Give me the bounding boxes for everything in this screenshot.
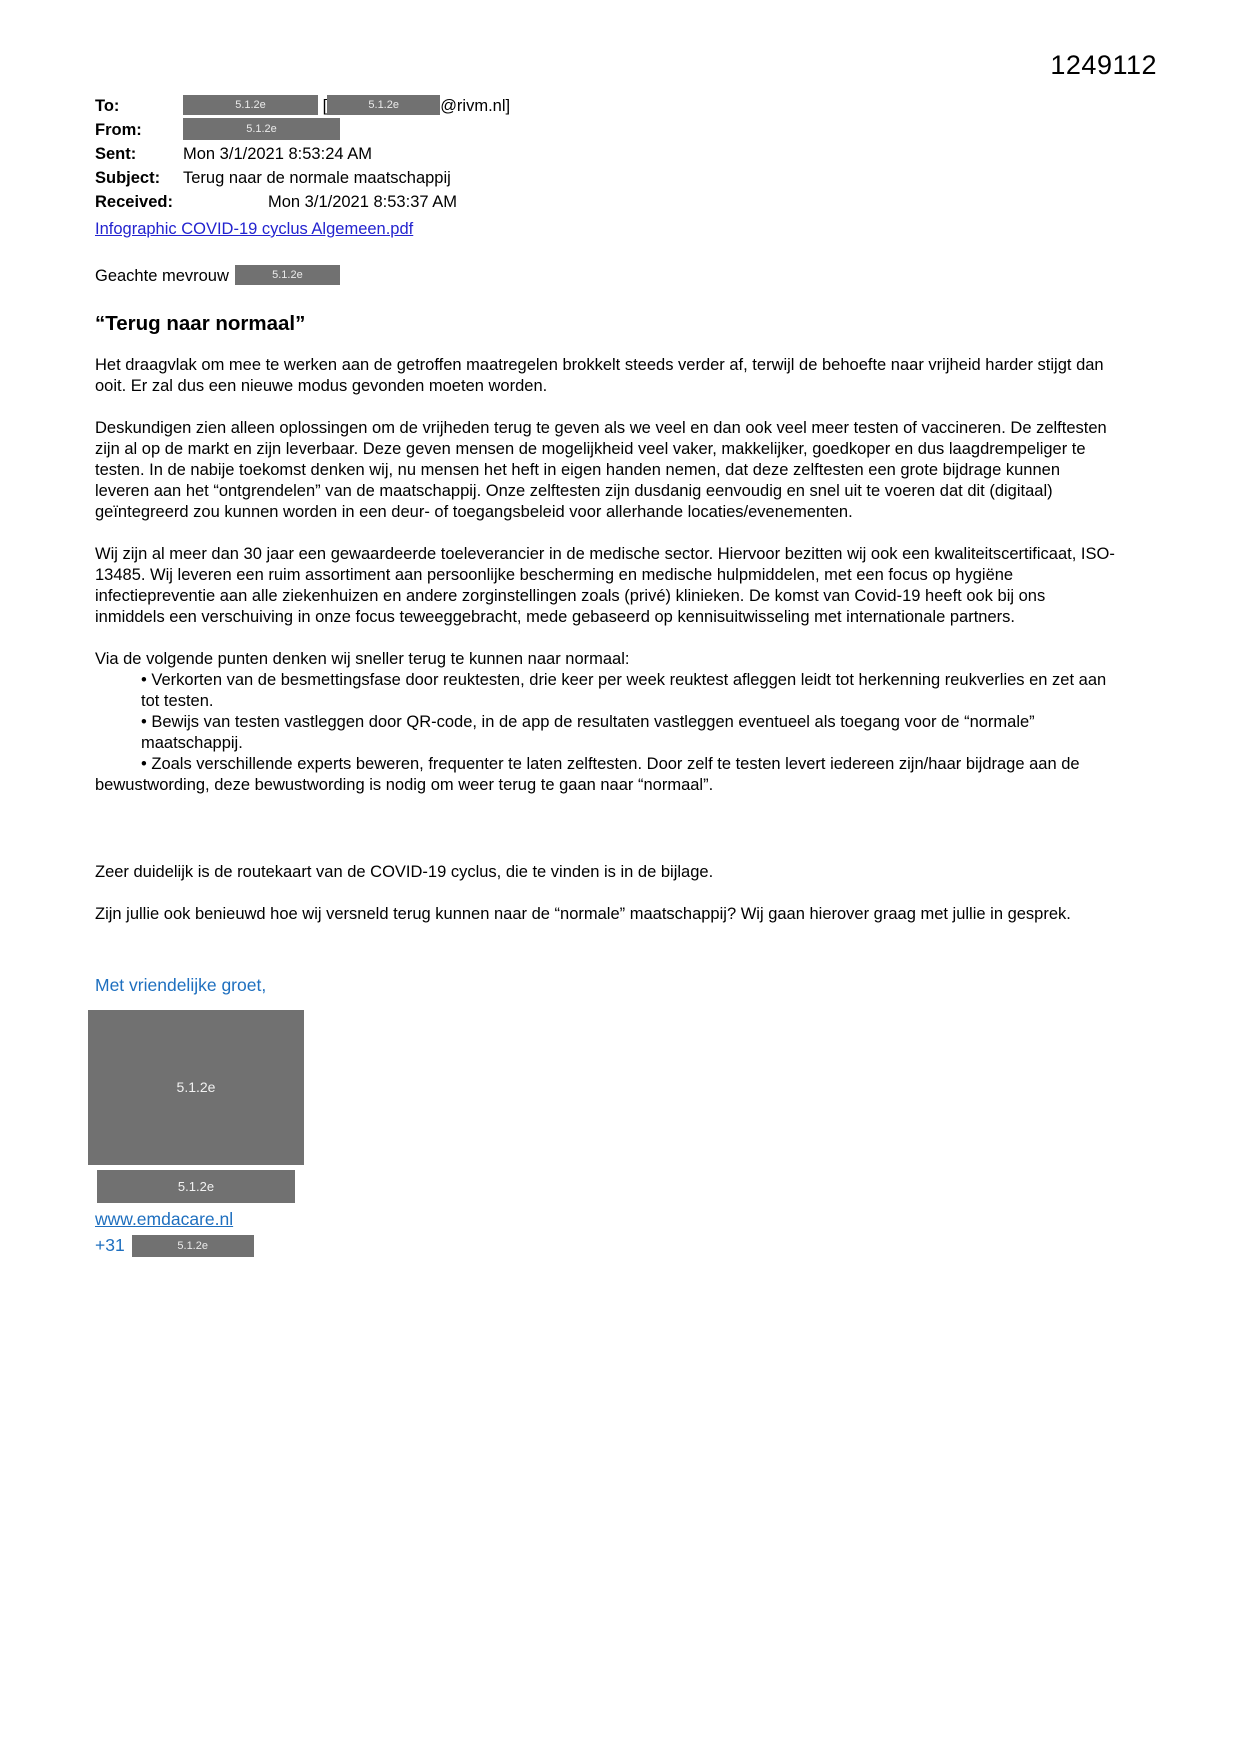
subject-label: Subject:: [95, 169, 161, 187]
header-field-received: [95, 190, 1115, 214]
document-number: 1249112: [1050, 50, 1157, 80]
paragraph-routekaart: Zeer duidelijk is de routekaart van de COVID-19 cyclus, die te vinden is in de bijlage.: [95, 863, 714, 881]
received-value: Mon 3/1/2021 8:53:37 AM: [268, 193, 457, 211]
bullet-item-reuktesten: • Verkorten van de besmettingsfase door reuktesten, drie keer per week reuktest afleggen leidt tot herkenning reukverlies en zet aan tot testen.: [95, 670, 1115, 712]
email-title: “Terug naar normaal”: [95, 312, 306, 335]
header-field-sent: [95, 142, 1115, 166]
paragraph-deskundigen: Deskundigen zien alleen oplossingen om de vrijheden terug te geven als we veel en dan ook veel meer testen of vaccineren. De zelftesten zijn al op de markt en zijn leverbaar. Deze geven mensen de mogelijkheid veel vaker, makkelijker, goedkoper en dus laagdrempeliger te testen. In de nabije toekomst denken wij, nu mensen het heft in eigen handen nemen, dat deze zelftesten een grote bijdrage kunnen leveren aan het “ontgrendelen” van de maatschappij. Onze zelftesten zijn dusdanig eenvoudig en snel uit te voeren dat dit (digitaal) geïntegreerd zou kunnen worden in een deur- of toegangsbeleid voor allerhande locaties/evenementen.: [95, 419, 1107, 521]
email-content: [95, 94, 1115, 1257]
paragraph-draagvlak: Het draagvlak om mee te werken aan de getroffen maatregelen brokkelt steeds verder af, terwijl de behoefte naar vrijheid harder stijgt dan ooit. Er zal dus een nieuwe modus gevonden moeten worden.: [95, 356, 1104, 395]
greeting-text: Geachte mevrouw: [95, 267, 229, 285]
bullets-intro: Via de volgende punten denken wij sneller terug te kunnen naar normaal:: [95, 650, 630, 668]
redaction-box-from: 5.1.2e: [183, 118, 340, 140]
redaction-box-greeting: 5.1.2e: [235, 265, 340, 285]
phone-prefix: +31: [95, 1235, 125, 1255]
to-label: To:: [95, 97, 120, 115]
received-label: Received:: [95, 193, 173, 211]
bullet-item-qr-code: • Bewijs van testen vastleggen door QR-code, in de app de resultaten vastleggen eventueel als toegang voor de “normale” maatschappij.: [95, 712, 1115, 754]
attachment-link[interactable]: Infographic COVID-19 cyclus Algemeen.pdf: [95, 220, 414, 238]
bullet-item-zelftesten: • Zoals verschillende experts beweren, frequenter te laten zelftesten. Door zelf te testen levert iedereen zijn/haar bijdrage aan de bewustwording, deze bewustwording is nodig om weer terug te gaan naar “normaal”.: [95, 754, 1115, 796]
redaction-box-signature-small: [97, 1170, 295, 1203]
closing-line: Met vriendelijke groet,: [95, 975, 267, 995]
to-open-bracket: [: [322, 97, 328, 115]
redaction-label: 5.1.2e: [177, 1179, 215, 1194]
website-row: [95, 1209, 1115, 1231]
from-label: From:: [95, 121, 142, 139]
website-link[interactable]: www.emdacare.nl: [95, 1209, 234, 1229]
redaction-box-signature-large: [88, 1010, 304, 1165]
header-field-to: [95, 94, 1115, 118]
sent-value: Mon 3/1/2021 8:53:24 AM: [183, 145, 372, 163]
redaction-label: 5.1.2e: [176, 1079, 216, 1095]
to-domain-suffix: @rivm.nl]: [440, 97, 511, 115]
phone-row: [95, 1235, 1115, 1257]
header-field-from: [95, 118, 1115, 142]
redaction-box-to-name: 5.1.2e: [183, 95, 318, 115]
paragraph-toeleverancier: Wij zijn al meer dan 30 jaar een gewaardeerde toeleverancier in de medische sector. Hiervoor bezitten wij ook een kwaliteitscertificaat, ISO-13485. Wij leveren een ruim assortiment aan persoonlijke bescherming en medische hulpmiddelen, met een focus op hygiëne infectiepreventie aan alle ziekenhuizen en andere zorginstellingen zoals (privé) klinieken. De komst van Covid-19 heeft ook bij ons inmiddels een verschuiving in onze focus teweeggebracht, mede gebaseerd op kennisuitwisseling met internationale partners.: [95, 545, 1115, 626]
sent-label: Sent:: [95, 145, 137, 163]
greeting-line: [95, 266, 1115, 287]
attachment-row: [95, 219, 1115, 240]
subject-value: Terug naar de normale maatschappij: [183, 169, 451, 187]
redaction-box-to-address: 5.1.2e: [327, 95, 440, 115]
redaction-box-phone: 5.1.2e: [132, 1235, 254, 1257]
paragraph-benieuwd: Zijn jullie ook benieuwd hoe wij versneld terug kunnen naar de “normale” maatschappij? Wij gaan hierover graag met jullie in gesprek.: [95, 905, 1071, 923]
header-field-subject: [95, 166, 1115, 190]
